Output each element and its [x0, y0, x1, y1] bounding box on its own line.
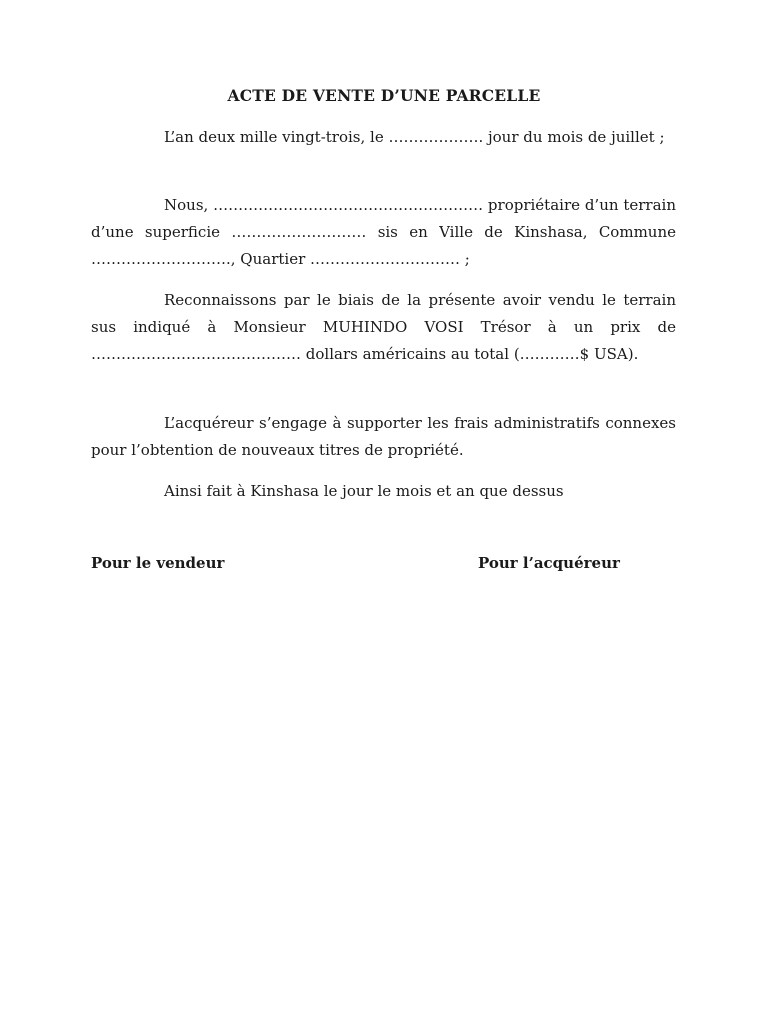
paragraph-date: L’an deux mille vingt-trois, le ………………. jour du mois de juillet ;: [164, 128, 665, 146]
paragraph-owner: Nous, ……………………………………………… propriétaire d’un terrain d’une superficie ……………………… sis en Ville de Kinshasa, Commune ………………………., Quartier ………………………… ;: [91, 196, 676, 268]
paragraph-sale: Reconnaissons par le biais de la présente avoir vendu le terrain sus indiqué à Monsieur MUHINDO VOSI Trésor à un prix de …………………………………… dollars américains au total (…………$ USA).: [91, 291, 676, 363]
document-title: ACTE DE VENTE D’UNE PARCELLE: [227, 86, 541, 105]
paragraph-closing: Ainsi fait à Kinshasa le jour le mois et an que dessus: [164, 482, 564, 500]
seller-signature-label: Pour le vendeur: [91, 554, 225, 572]
paragraph-buyer-obligation: L’acquéreur s’engage à supporter les frais administratifs connexes pour l’obtention de nouveaux titres de propriété.: [91, 414, 676, 459]
buyer-signature-label: Pour l’acquéreur: [478, 554, 620, 572]
